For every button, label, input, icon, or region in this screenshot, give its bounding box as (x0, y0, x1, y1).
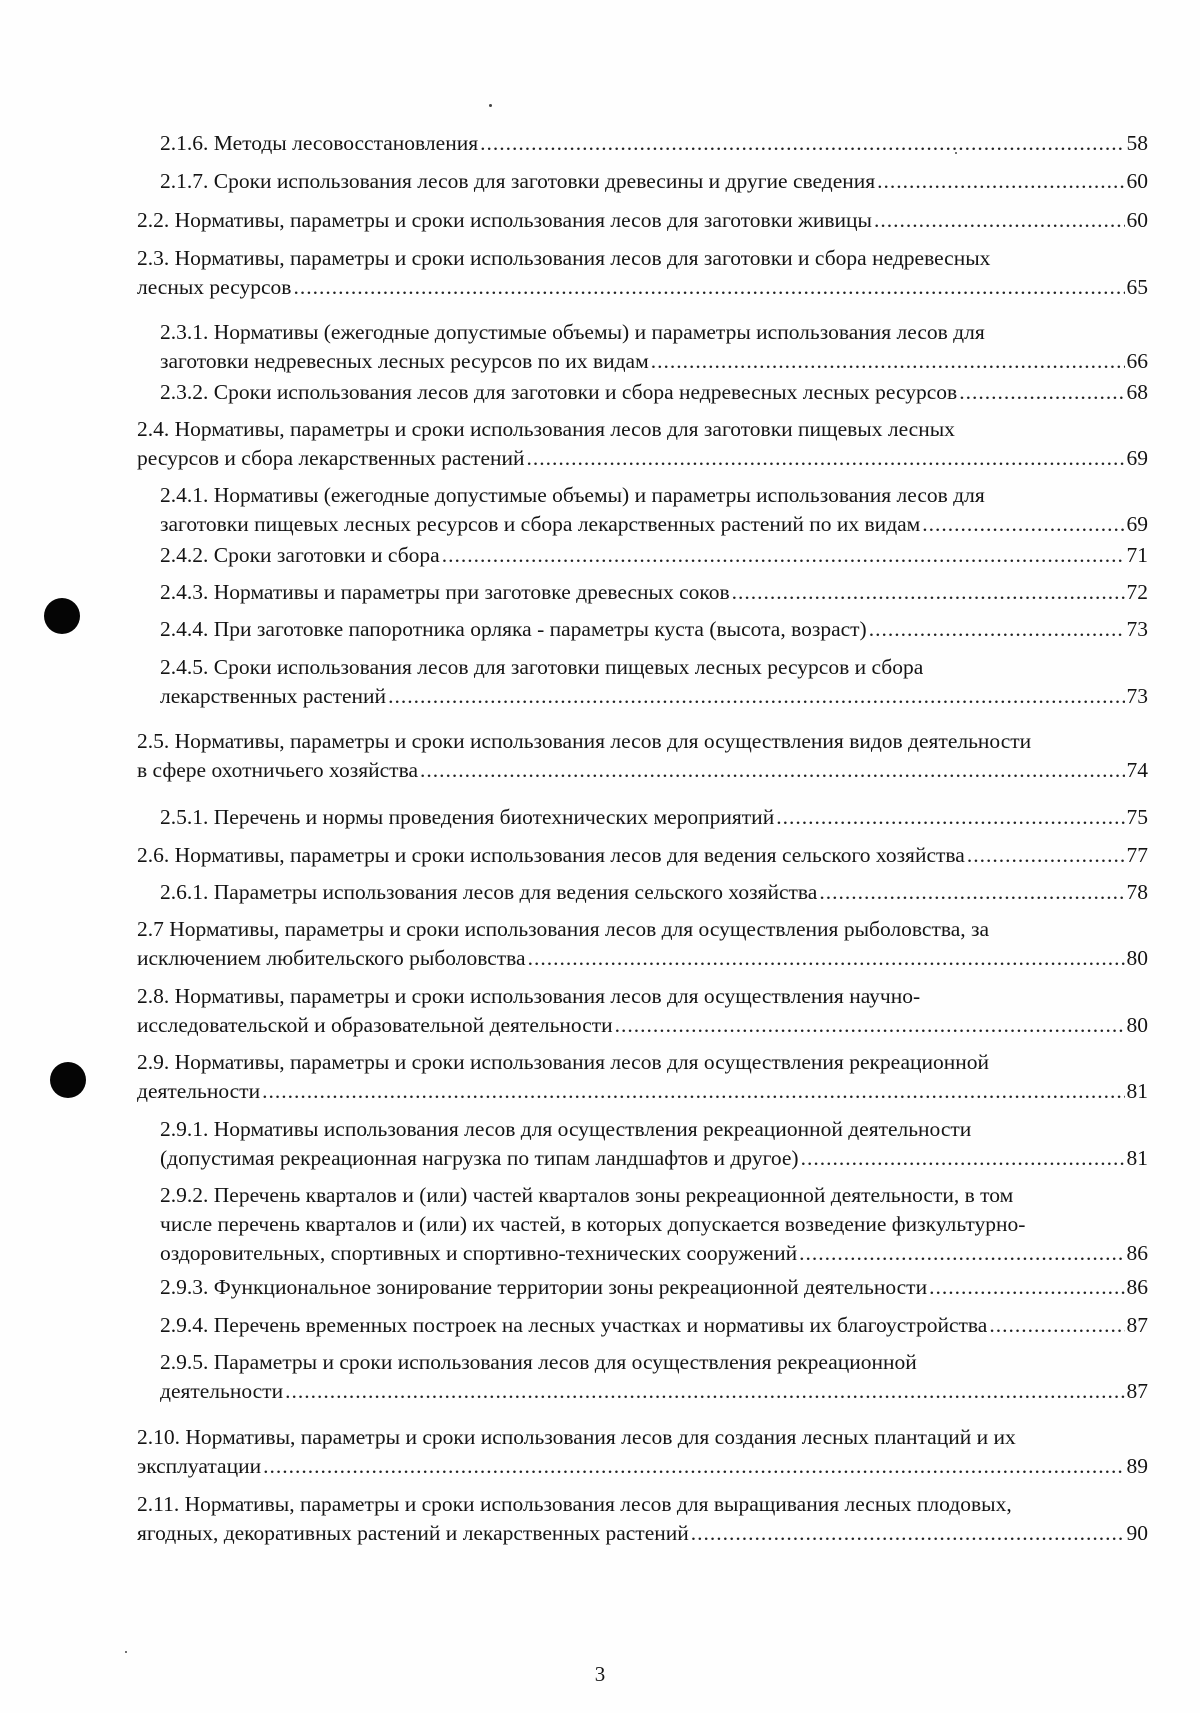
dot-leader (442, 541, 1125, 570)
toc-entry-title: 2.9.3. Функциональное зонирование территории зоны рекреационной деятельности (160, 1275, 928, 1299)
punch-hole-lower (50, 1062, 86, 1098)
toc-entry-title: числе перечень кварталов и (или) их частей, в которых допускается возведение физкультурно- (160, 1212, 1026, 1236)
toc-entry-title: 2.9.2. Перечень кварталов и (или) частей кварталов зоны рекреационной деятельности, в том (160, 1183, 1014, 1207)
dot-leader (420, 756, 1125, 785)
toc-entry[interactable] (137, 982, 1148, 1040)
toc-entry-title: 2.3.1. Нормативы (ежегодные допустимые объемы) и параметры использования лесов для (160, 320, 985, 344)
toc-entry-line (160, 167, 1148, 196)
dot-leader (262, 1077, 1124, 1106)
toc-entry-title: деятельности (137, 1079, 261, 1103)
toc-entry-title: (допустимая рекреационная нагрузка по типам ландшафтов и другое) (160, 1146, 799, 1170)
dot-leader (869, 615, 1125, 644)
toc-entry-title: 2.4.1. Нормативы (ежегодные допустимые объемы) и параметры использования лесов для (160, 483, 985, 507)
dot-leader (651, 347, 1125, 376)
toc-entry[interactable] (160, 803, 1148, 832)
toc-page-number: 69 (1126, 512, 1148, 536)
toc-entry-line (137, 244, 1148, 273)
toc-entry-title: 2.6.1. Параметры использования лесов для ведения сельского хозяйства (160, 880, 818, 904)
toc-page-number: 74 (1126, 758, 1148, 782)
toc-entry-line (160, 1311, 1148, 1340)
toc-entry-line (137, 841, 1148, 870)
toc-entry[interactable] (137, 915, 1148, 973)
toc-entry-line (160, 510, 1148, 539)
toc-entry-line (137, 944, 1148, 973)
toc-entry[interactable] (160, 129, 1148, 158)
toc-entry-line (160, 1210, 1148, 1239)
dot-leader (799, 1239, 1124, 1268)
dot-leader (285, 1377, 1124, 1406)
toc-entry[interactable] (160, 878, 1148, 907)
toc-page-number: 86 (1126, 1275, 1148, 1299)
toc-entry-line (137, 756, 1148, 785)
toc-entry-title: 2.1.7. Сроки использования лесов для заготовки древесины и другие сведения (160, 169, 876, 193)
toc-entry-line (160, 682, 1148, 711)
toc-entry-line (137, 1490, 1148, 1519)
dot-leader (877, 167, 1124, 196)
toc-entry[interactable] (160, 1115, 1148, 1173)
toc-page-number: 75 (1126, 805, 1148, 829)
toc-entry-line (160, 615, 1148, 644)
toc-entry-title: 2.7 Нормативы, параметры и сроки использования лесов для осуществления рыболовства, за (137, 917, 990, 941)
toc-entry-line (160, 1115, 1148, 1144)
dot-leader (528, 944, 1125, 973)
toc-entry-line (160, 481, 1148, 510)
toc-entry-line (137, 727, 1148, 756)
toc-entry-title: 2.3.2. Сроки использования лесов для заготовки и сбора недревесных лесных ресурсов (160, 380, 958, 404)
toc-entry[interactable] (160, 1181, 1148, 1268)
toc-entry-line (160, 1273, 1148, 1302)
toc-page-number: 65 (1126, 275, 1148, 299)
toc-entry-line (137, 1423, 1148, 1452)
toc-entry[interactable] (137, 1423, 1148, 1481)
toc-entry-line (160, 318, 1148, 347)
toc-entry[interactable] (137, 841, 1148, 870)
toc-page-number: 87 (1126, 1379, 1148, 1403)
toc-page-number: 60 (1126, 169, 1148, 193)
toc-entry-title: исключением любительского рыболовства (137, 946, 526, 970)
toc-page-number: 71 (1126, 543, 1148, 567)
scan-speck (489, 104, 492, 107)
toc-entry-title: 2.9. Нормативы, параметры и сроки использования лесов для осуществления рекреационной (137, 1050, 990, 1074)
toc-entry[interactable] (160, 481, 1148, 539)
toc-entry-line (160, 1377, 1148, 1406)
toc-entry-line (137, 415, 1148, 444)
toc-entry[interactable] (160, 1348, 1148, 1406)
toc-entry-title: 2.4. Нормативы, параметры и сроки использования лесов для заготовки пищевых лесных (137, 417, 955, 441)
toc-page-number: 78 (1126, 880, 1148, 904)
toc-page-number: 73 (1126, 617, 1148, 641)
toc-entry-line (137, 444, 1148, 473)
toc-entry-title: 2.10. Нормативы, параметры и сроки использования лесов для создания лесных плантаций и их (137, 1425, 1016, 1449)
toc-entry[interactable] (137, 1048, 1148, 1106)
toc-page-number: 77 (1126, 843, 1148, 867)
dot-leader (615, 1011, 1125, 1040)
page-number: 3 (594, 1662, 606, 1686)
toc-entry-title: 2.8. Нормативы, параметры и сроки использования лесов для осуществления научно- (137, 984, 921, 1008)
toc-entry-line (137, 1011, 1148, 1040)
toc-page-number: 86 (1126, 1241, 1148, 1265)
toc-entry-title: эксплуатации (137, 1454, 262, 1478)
toc-entry-line (137, 1077, 1148, 1106)
toc-page-number: 73 (1126, 684, 1148, 708)
toc-entry-title: ягодных, декоративных растений и лекарственных растений (137, 1521, 689, 1545)
toc-entry-title: заготовки пищевых лесных ресурсов и сбора лекарственных растений по их видам (160, 512, 921, 536)
dot-leader (388, 682, 1124, 711)
toc-entry-line (160, 578, 1148, 607)
toc-entry-line (160, 1348, 1148, 1377)
toc-entry[interactable] (137, 244, 1148, 302)
toc-page-number: 80 (1126, 1013, 1148, 1037)
toc-entry[interactable] (160, 653, 1148, 711)
toc-entry-title: деятельности (160, 1379, 284, 1403)
toc-entry[interactable] (137, 206, 1148, 235)
toc-entry[interactable] (137, 727, 1148, 785)
toc-entry-title: 2.5. Нормативы, параметры и сроки использования лесов для осуществления видов деятельности (137, 729, 1032, 753)
toc-entry-line (160, 803, 1148, 832)
dot-leader (732, 578, 1125, 607)
toc-entry-line (160, 541, 1148, 570)
toc-page-number: 90 (1126, 1521, 1148, 1545)
toc-entry-title: 2.11. Нормативы, параметры и сроки использования лесов для выращивания лесных плодовых, (137, 1492, 1012, 1516)
toc-entry-title: 2.9.4. Перечень временных построек на лесных участках и нормативы их благоустройства (160, 1313, 988, 1337)
toc-entry[interactable] (160, 578, 1148, 607)
dot-leader (819, 878, 1124, 907)
dot-leader (959, 378, 1124, 407)
toc-entry-line (160, 378, 1148, 407)
toc-page-number: 69 (1126, 446, 1148, 470)
toc-entry[interactable] (160, 1311, 1148, 1340)
toc-entry-line (160, 1239, 1148, 1268)
toc-entry-title: 2.6. Нормативы, параметры и сроки использования лесов для ведения сельского хозяйства (137, 843, 965, 867)
toc-entry[interactable] (137, 415, 1148, 473)
toc-entry-line (137, 1452, 1148, 1481)
dot-leader (263, 1452, 1124, 1481)
dot-leader (691, 1519, 1125, 1548)
toc-entry-line (137, 273, 1148, 302)
toc-page-number: 72 (1126, 580, 1148, 604)
toc-entry[interactable] (137, 1490, 1148, 1548)
toc-page-number: 89 (1126, 1454, 1148, 1478)
toc-entry-title: 2.1.6. Методы лесовосстановления (160, 131, 479, 155)
toc-entry-line (160, 653, 1148, 682)
toc-entry-line (160, 129, 1148, 158)
dot-leader (967, 841, 1125, 870)
toc-entry-line (137, 206, 1148, 235)
toc-entry-title: 2.5.1. Перечень и нормы проведения биотехнических мероприятий (160, 805, 775, 829)
toc-entry-title: исследовательской и образовательной деятельности (137, 1013, 613, 1037)
toc-entry-line (160, 1181, 1148, 1210)
toc-entry-title: 2.4.2. Сроки заготовки и сбора (160, 543, 440, 567)
dot-leader (480, 129, 1124, 158)
toc-entry-line (137, 1048, 1148, 1077)
toc-page-number: 68 (1126, 380, 1148, 404)
toc-entry[interactable] (160, 615, 1148, 644)
toc-entry-line (137, 982, 1148, 1011)
toc-entry-title: 2.3. Нормативы, параметры и сроки использования лесов для заготовки и сбора недревесных (137, 246, 991, 270)
toc-entry[interactable] (160, 378, 1148, 407)
toc-page-number: 87 (1126, 1313, 1148, 1337)
toc-entry-line (160, 878, 1148, 907)
toc-entry-line (160, 347, 1148, 376)
toc-entry[interactable] (160, 318, 1148, 376)
toc-entry-title: ресурсов и сбора лекарственных растений (137, 446, 525, 470)
toc-entry-title: лесных ресурсов (137, 275, 292, 299)
toc-entry[interactable] (160, 1273, 1148, 1302)
toc-entry-title: оздоровительных, спортивных и спортивно-технических сооружений (160, 1241, 798, 1265)
toc-page-number: 81 (1126, 1146, 1148, 1170)
dot-leader (929, 1273, 1124, 1302)
scan-speck (125, 1651, 127, 1653)
toc-page-number: 60 (1126, 208, 1148, 232)
toc-entry-title: 2.4.4. При заготовке папоротника орляка - параметры куста (высота, возраст) (160, 617, 867, 641)
toc-entry-title: 2.9.5. Параметры и сроки использования лесов для осуществления рекреационной (160, 1350, 917, 1374)
dot-leader (922, 510, 1124, 539)
toc-page-number: 81 (1126, 1079, 1148, 1103)
toc-entry-title: в сфере охотничьего хозяйства (137, 758, 418, 782)
toc-page-number: 58 (1126, 131, 1148, 155)
dot-leader (527, 444, 1125, 473)
toc-page-number: 80 (1126, 946, 1148, 970)
toc-entry-line (137, 915, 1148, 944)
dot-leader (801, 1144, 1125, 1173)
toc-entry[interactable] (160, 167, 1148, 196)
toc-entry-title: 2.4.5. Сроки использования лесов для заготовки пищевых лесных ресурсов и сбора (160, 655, 924, 679)
dot-leader (293, 273, 1124, 302)
toc-entry[interactable] (160, 541, 1148, 570)
toc-entry-title: 2.4.3. Нормативы и параметры при заготовке древесных соков (160, 580, 730, 604)
toc-entry-line (160, 1144, 1148, 1173)
dot-leader (989, 1311, 1124, 1340)
toc-entry-title: лекарственных растений (160, 684, 387, 708)
dot-leader (874, 206, 1125, 235)
punch-hole-upper (44, 598, 80, 634)
dot-leader (776, 803, 1124, 832)
toc-page-number: 66 (1126, 349, 1148, 373)
toc-entry-title: 2.2. Нормативы, параметры и сроки использования лесов для заготовки живицы (137, 208, 872, 232)
toc-entry-title: заготовки недревесных лесных ресурсов по их видам (160, 349, 649, 373)
toc-entry-line (137, 1519, 1148, 1548)
toc-entry-title: 2.9.1. Нормативы использования лесов для осуществления рекреационной деятельности (160, 1117, 972, 1141)
